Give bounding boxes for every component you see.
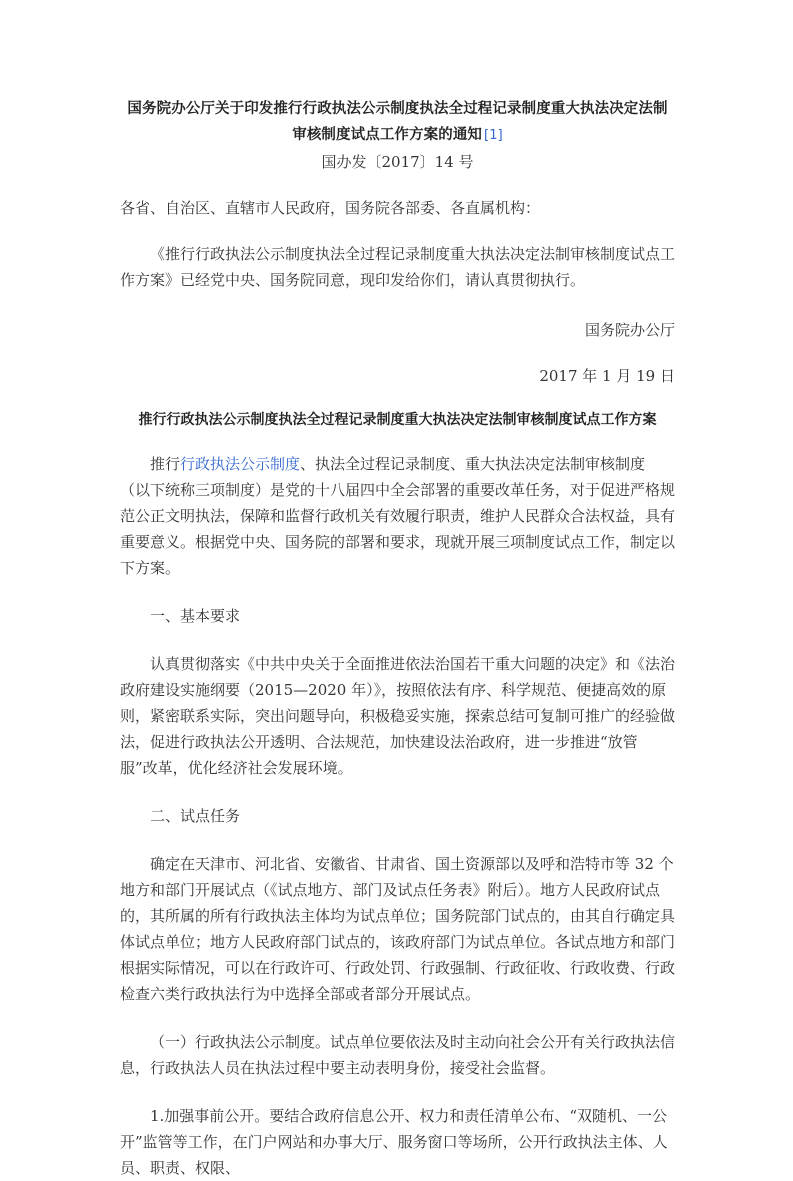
document-number: 国办发〔2017〕14 号 bbox=[321, 153, 474, 171]
item-1: 1.加强事前公开。要结合政府信息公开、权力和责任清单公布、“双随机、一公开”监管等工作，在门户网站和办事大厅、服务窗口等场所，公开行政执法主体、人员、职责、权限、 bbox=[120, 1107, 668, 1177]
title-line-1: 国务院办公厅关于印发推行行政执法公示制度执法全过程记录制度重大执法决定法制 bbox=[127, 101, 668, 117]
section-2-heading: 二、试点任务 bbox=[150, 807, 241, 825]
footnote-reference-link[interactable]: [1] bbox=[484, 128, 503, 143]
signature: 国务院办公厅 bbox=[584, 321, 675, 339]
intro-link[interactable]: 行政执法公示制度 bbox=[180, 455, 301, 473]
intro-rest: 、执法全过程记录制度、重大执法决定法制审核制度（以下统称三项制度）是党的十八届四中全会部署的重要改革任务，对于促进严格规范公正文明执法，保障和监督行政机关有效履行职责，维护人民群众合法权益，具有重要意义。根据党中央、国务院的部署和要求，现就开展三项制度试点工作，制定以下方案。 bbox=[120, 455, 676, 577]
subsection-1: （一）行政执法公示制度。试点单位要依法及时主动向社会公开有关行政执法信息，行政执法人员在执法过程中要主动表明身份，接受社会监督。 bbox=[120, 1033, 676, 1077]
salutation: 各省、自治区、直辖市人民政府，国务院各部委、各直属机构： bbox=[120, 199, 541, 217]
issue-date: 2017 年 1 月 19 日 bbox=[539, 367, 675, 385]
plan-title: 推行行政执法公示制度执法全过程记录制度重大执法决定法制审核制度试点工作方案 bbox=[138, 412, 657, 428]
section-1-body: 认真贯彻落实《中共中央关于全面推进依法治国若干重大问题的决定》和《法治政府建设实施纲要（2015—2020 年）》，按照依法有序、科学规范、便捷高效的原则，紧密联系实际，突出问题导向，积极稳妥实施，探索总结可复制可推广的经验做法，促进行政执法公开透明、合法规范，加快建设法治政府，进一步推进“放管服”改革，优化经济社会发展环境。 bbox=[120, 655, 676, 777]
intro-prefix: 推行 bbox=[150, 455, 181, 473]
section-1-heading: 一、基本要求 bbox=[150, 607, 241, 625]
notice-body: 《推行行政执法公示制度执法全过程记录制度重大执法决定法制审核制度试点工作方案》已经党中央、国务院同意，现印发给你们，请认真贯彻执行。 bbox=[120, 245, 676, 289]
title-line-2: 审核制度试点工作方案的通知 bbox=[292, 127, 483, 143]
document-title bbox=[120, 96, 675, 149]
intro-paragraph bbox=[120, 451, 675, 581]
document-content bbox=[120, 96, 675, 1181]
section-2-body: 确定在天津市、河北省、安徽省、甘肃省、国土资源部以及呼和浩特市等 32 个地方和部门开展试点（《试点地方、部门及试点任务表》附后）。地方人民政府试点的，其所属的所有行政执法主体均为试点单位；国务院部门试点的，由其自行确定具体试点单位；地方人民政府部门试点的，该政府部门为试点单位。各试点地方和部门根据实际情况，可以在行政许可、行政处罚、行政强制、行政征收、行政收费、行政检查六类行政执法行为中选择全部或者部分开展试点。 bbox=[120, 855, 676, 1003]
